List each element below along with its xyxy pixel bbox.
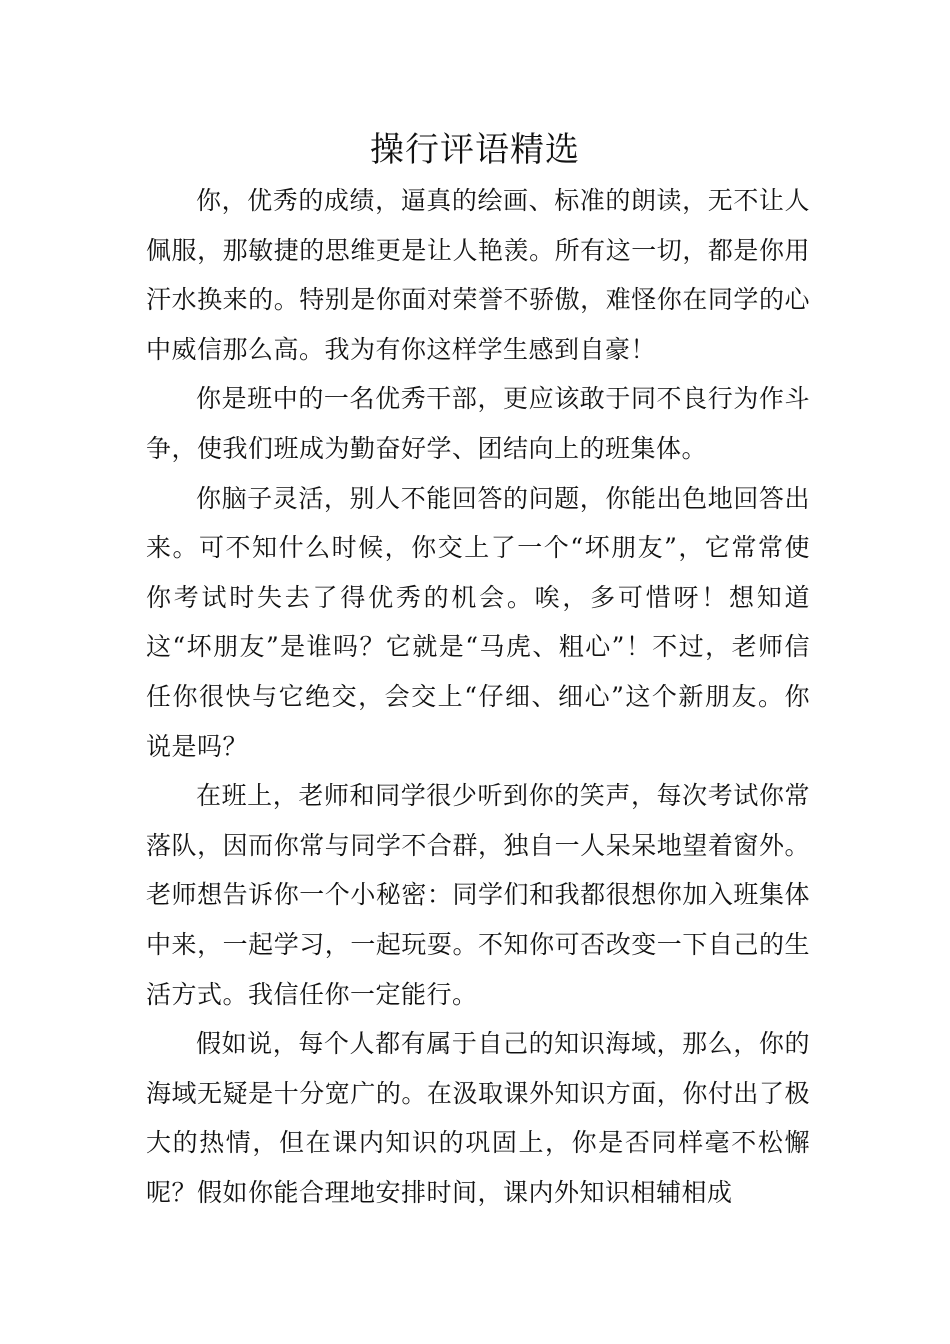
page-title: 操行评语精选 — [370, 130, 580, 170]
paragraph-1: 你，优秀的成绩，逼真的绘画、标准的朗读，无不让人佩服，那敏捷的思维更是让人艳羡。所有这一切，都是你用汗水换来的。特别是你面对荣誉不骄傲，难怪你在同学的心中威信那么高。我为有你这样学生感到自豪！ — [146, 186, 810, 364]
paragraph-4: 在班上，老师和同学很少听到你的笑声，每次考试你常落队，因而你常与同学不合群，独自一人呆呆地望着窗外。老师想告诉你一个小秘密：同学们和我都很想你加入班集体中来，一起学习，一起玩耍。不知你可否改变一下自己的生活方式。我信任你一定能行。 — [146, 781, 810, 1009]
paragraph-2: 你是班中的一名优秀干部，更应该敢于同不良行为作斗争，使我们班成为勤奋好学、团结向上的班集体。 — [146, 384, 810, 463]
document-body — [146, 176, 810, 1217]
paragraph-3: 你脑子灵活，别人不能回答的问题，你能出色地回答出来。可不知什么时候，你交上了一个“坏朋友”，它常常使你考试时失去了得优秀的机会。唉，多可惜呀！想知道这“坏朋友”是谁吗？它就是“马虎、粗心”！不过，老师信任你很快与它绝交，会交上“仔细、细心”这个新朋友。你说是吗？ — [146, 483, 810, 761]
paragraph-5: 假如说，每个人都有属于自己的知识海域，那么，你的海域无疑是十分宽广的。在汲取课外知识方面，你付出了极大的热情，但在课内知识的巩固上，你是否同样毫不松懈呢？假如你能合理地安排时间，课内外知识相辅相成 — [146, 1029, 810, 1207]
